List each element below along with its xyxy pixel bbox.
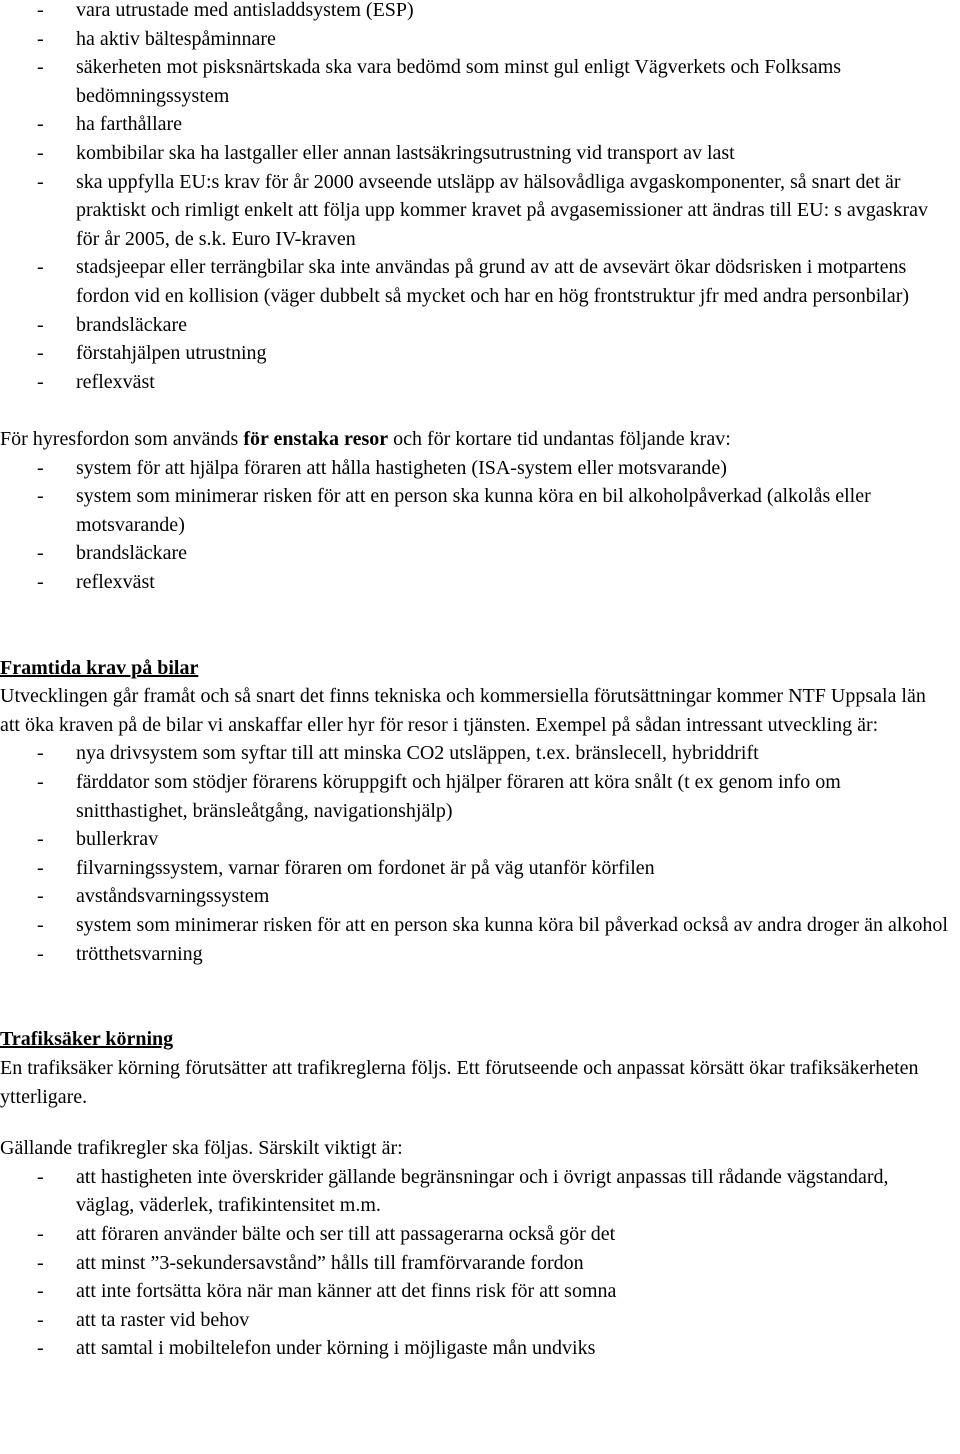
future-paragraph: Utvecklingen går framåt och så snart det finns tekniska och kommersiella förutsättningar kommer NTF Uppsala län att öka kraven på de bilar vi anskaffar eller hyr för resor i tjänsten. Exempel på sådan intressant utveckling är:: [0, 685, 926, 736]
list-item: - färddator som stödjer förarens köruppgift och hjälper föraren att köra snålt (t ex genom info om snitthastighet, bränsleåtgång, navigationshjälp): [37, 771, 841, 822]
list-item: - säkerheten mot pisksnärtskada ska vara bedömd som minst gul enligt Vägverkets och Folksams bedömningssystem: [37, 56, 842, 107]
list-item: - system för att hjälpa föraren att hålla hastigheten (ISA-system eller motsvarande): [37, 456, 727, 479]
list-item: - att ta raster vid behov: [37, 1308, 250, 1331]
list-item: - ha aktiv bältespåminnare: [37, 27, 276, 50]
list-item: - ska uppfylla EU:s krav för år 2000 avseende utsläpp av hälsovådliga avgaskomponenter, så snart det är praktiskt och rimligt enkelt att följa upp kommer kravet på avgasemissioner att ändras till EU: s avgaskrav för år 2005, de s.k. Euro IV-kraven: [37, 170, 928, 250]
list-item: - förstahjälpen utrustning: [37, 342, 267, 365]
list-item: - att föraren använder bälte och ser till att passagerarna också gör det: [37, 1222, 616, 1245]
list-item: - vara utrustade med antisladdsystem (ESP): [37, 0, 414, 21]
driving-paragraph: En trafiksäker körning förutsätter att trafikreglerna följs. Ett förutseende och anpassat körsätt ökar trafiksäkerheten ytterligare.: [0, 1056, 919, 1108]
spacer: [0, 596, 960, 653]
hire-vehicle-intro: För hyresfordon som används för enstaka resor och för kortare tid undantas följande krav:: [0, 427, 731, 450]
list-item: - stadsjeepar eller terrängbilar ska inte användas på grund av att de avsevärt ökar dödsrisken i motpartens fordon vid en kollision (väger dubbelt så mycket och har en hög frontstruktur jfr med andra personbilar): [37, 256, 910, 307]
list-item: - nya drivsystem som syftar till att minska CO2 utsläppen, t.ex. bränslecell, hybriddrift: [37, 742, 759, 765]
spacer: [0, 968, 960, 1025]
list-item: - reflexväst: [37, 570, 155, 593]
spacer: [0, 1111, 960, 1134]
list-item: - att samtal i mobiltelefon under körning i möjligaste mån undviks: [37, 1337, 596, 1360]
rules-intro: Gällande trafikregler ska följas. Särskilt viktigt är:: [0, 1137, 403, 1160]
list-item: - att minst ”3-sekundersavstånd” hålls till framförvarande fordon: [37, 1251, 584, 1274]
list-item: - kombibilar ska ha lastgaller eller annan lastsäkringsutrustning vid transport av last: [37, 141, 735, 164]
section-heading-future: Framtida krav på bilar: [0, 656, 199, 679]
car-requirements-list: [0, 0, 960, 396]
list-item: - avståndsvarningssystem: [37, 885, 270, 908]
list-item: - ha farthållare: [37, 113, 183, 136]
section-heading-driving: Trafiksäker körning: [0, 1028, 174, 1051]
list-item: - reflexväst: [37, 370, 155, 393]
hire-exemptions-list: [0, 454, 960, 597]
traffic-rules-list: [0, 1163, 960, 1363]
list-item: - system som minimerar risken för att en person ska kunna köra en bil alkoholpåverkad (alkolås eller motsvarande): [37, 485, 871, 536]
list-item: - att inte fortsätta köra när man känner att det finns risk för att somna: [37, 1280, 617, 1303]
list-item: - system som minimerar risken för att en person ska kunna köra bil påverkad också av andra droger än alkohol: [37, 914, 948, 936]
list-item: - trötthetsvarning: [37, 942, 203, 965]
list-item: - brandsläckare: [37, 542, 188, 565]
list-item: - brandsläckare: [37, 313, 188, 336]
emphasis-text: för enstaka resor: [243, 427, 389, 450]
spacer: [0, 396, 960, 425]
list-item: - bullerkrav: [37, 828, 159, 851]
future-developments-list: [0, 739, 960, 968]
list-item: - att hastigheten inte överskrider gällande begränsningar och i övrigt anpassas till rådande vägstandard, väglag, väderlek, trafikintensitet m.m.: [37, 1165, 889, 1217]
list-item: - filvarningssystem, varnar föraren om fordonet är på väg utanför körfilen: [37, 856, 655, 879]
